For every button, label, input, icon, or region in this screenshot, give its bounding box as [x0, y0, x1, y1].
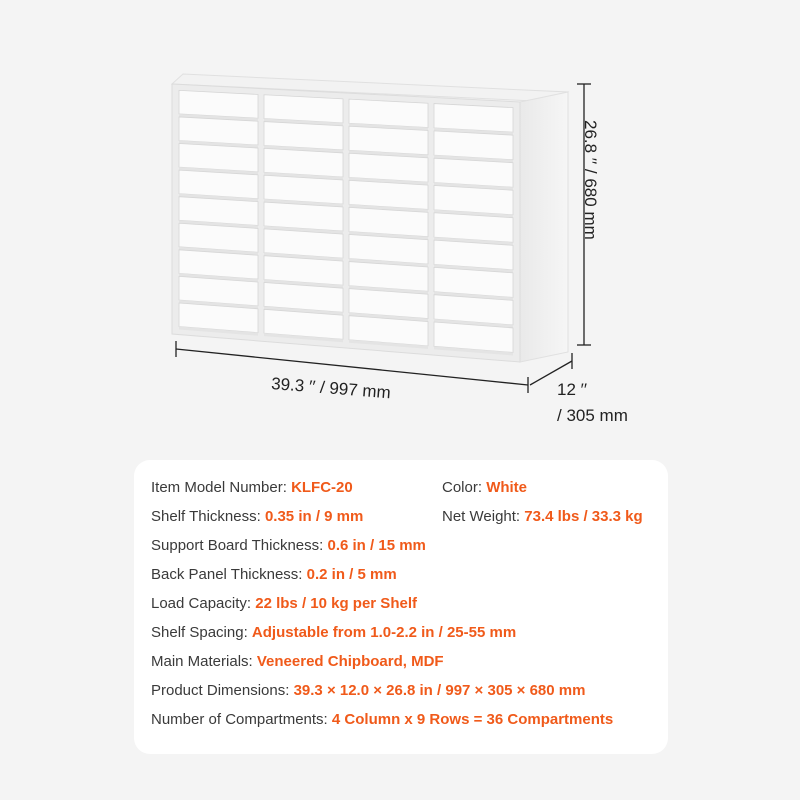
cabinet-side [520, 92, 568, 362]
spec-back-panel: Back Panel Thickness: 0.2 in / 5 mm [151, 566, 397, 583]
compartment [179, 144, 258, 172]
compartment [349, 99, 428, 127]
depth-label-line1: 12 ′′ [557, 380, 588, 399]
compartment [264, 175, 343, 204]
spec-shelf-spacing: Shelf Spacing: Adjustable from 1.0-2.2 in / 25-55 mm [151, 624, 517, 641]
compartment [434, 185, 513, 214]
compartment [264, 122, 343, 150]
depth-label-line2: / 305 mm [557, 406, 628, 425]
spec-materials-value: Veneered Chipboard, MDF [256, 653, 444, 670]
spec-support-board: Support Board Thickness: 0.6 in / 15 mm [151, 537, 426, 554]
spec-net-weight: Net Weight: 73.4 lbs / 33.3 kg [442, 508, 643, 525]
compartment [349, 180, 428, 209]
compartment [349, 153, 428, 182]
compartment [434, 158, 513, 187]
spec-net-weight-value: 73.4 lbs / 33.3 kg [524, 508, 643, 525]
spec-product-dimensions: Product Dimensions: 39.3 × 12.0 × 26.8 in / 997 × 305 × 680 mm [151, 682, 586, 699]
compartment [179, 117, 258, 145]
compartment [179, 90, 258, 118]
compartment [434, 104, 513, 133]
spec-compartments: Number of Compartments: 4 Column x 9 Rows = 36 Compartments [151, 711, 614, 728]
spec-load-capacity: Load Capacity: 22 lbs / 10 kg per Shelf [151, 595, 417, 612]
spec-color: Color: White [442, 479, 528, 496]
spec-shelf-thickness: Shelf Thickness: 0.35 in / 9 mm [151, 508, 364, 525]
spec-back-panel-value: 0.2 in / 5 mm [306, 566, 397, 583]
width-label: 39.3 ′′ / 997 mm [270, 374, 392, 403]
compartment [434, 131, 513, 160]
spec-load-capacity-value: 22 lbs / 10 kg per Shelf [255, 595, 417, 612]
height-label: 26.8 ′′ / 680 mm [581, 120, 600, 240]
compartment [349, 126, 428, 155]
compartment [264, 148, 343, 177]
spec-model-value: KLFC-20 [291, 479, 353, 496]
spec-support-board-value: 0.6 in / 15 mm [327, 537, 426, 554]
spec-materials: Main Materials: Veneered Chipboard, MDF [151, 653, 444, 670]
spec-shelf-spacing-value: Adjustable from 1.0-2.2 in / 25-55 mm [251, 624, 517, 641]
spec-model: Item Model Number: KLFC-20 [151, 479, 353, 496]
spec-compartments-value: 4 Column x 9 Rows = 36 Compartments [331, 711, 614, 728]
spec-color-value: White [486, 479, 528, 496]
compartment [179, 170, 258, 199]
spec-product-dimensions-value: 39.3 × 12.0 × 26.8 in / 997 × 305 × 680 mm [293, 682, 586, 699]
compartment [264, 95, 343, 123]
spec-shelf-thickness-value: 0.35 in / 9 mm [264, 508, 364, 525]
